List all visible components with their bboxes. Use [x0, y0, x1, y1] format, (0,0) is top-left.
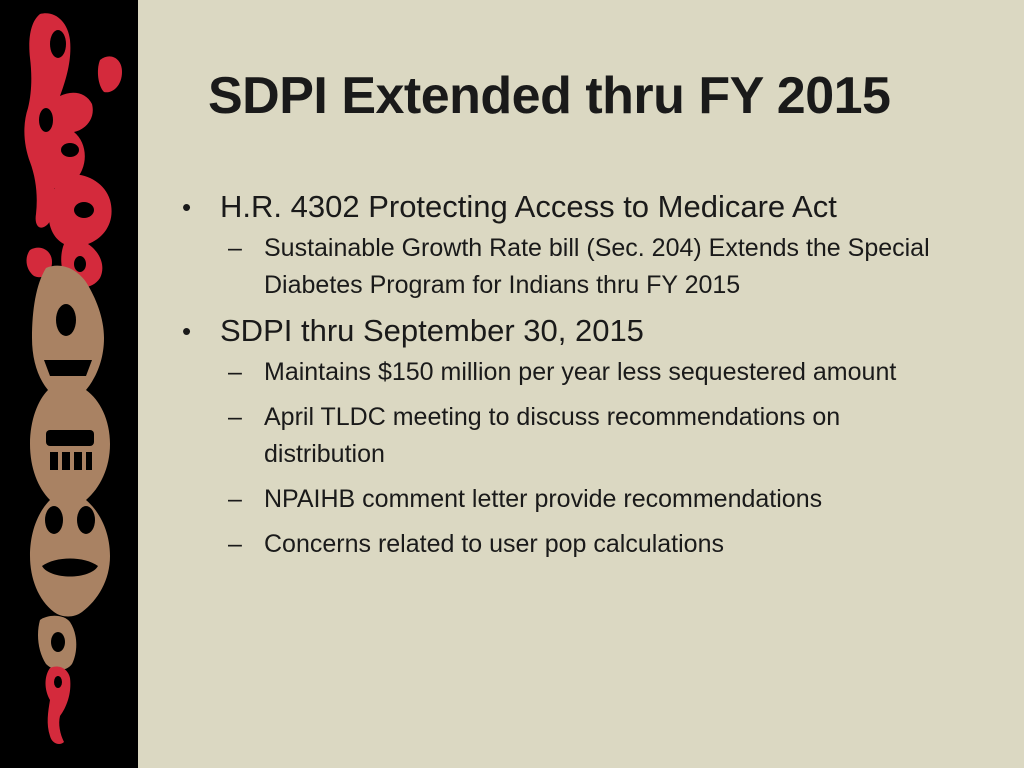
dash-icon: –	[228, 234, 242, 262]
dash-icon: –	[228, 530, 242, 558]
sub-bullet-npaihb-letter	[178, 481, 958, 518]
totem-art-icon	[0, 0, 138, 768]
sub-bullet-text: NPAIHB comment letter provide recommendations	[264, 485, 823, 513]
bullet-text: H.R. 4302 Protecting Access to Medicare Act	[220, 189, 837, 224]
sub-bullet-tldc-meeting	[178, 399, 958, 473]
sub-bullet-text: Concerns related to user pop calculations	[264, 530, 724, 558]
sub-bullet-user-pop	[178, 526, 958, 563]
bullet-text: SDPI thru September 30, 2015	[220, 313, 644, 348]
sub-bullet-sgr-bill	[178, 230, 958, 304]
slide-title: SDPI Extended thru FY 2015	[208, 67, 891, 125]
dash-icon: –	[228, 485, 242, 513]
bullet-dot-icon: •	[182, 192, 192, 222]
bullet-sdpi-thru-sept	[178, 312, 958, 350]
sub-bullet-maintains	[178, 354, 958, 391]
sub-bullet-text: April TLDC meeting to discuss recommendations on distribution	[264, 403, 841, 468]
dash-icon: –	[228, 358, 242, 386]
sub-list-hr4302	[178, 230, 958, 304]
bullet-content	[178, 188, 958, 571]
bullet-dot-icon: •	[182, 316, 192, 346]
sub-list-sdpi	[178, 354, 958, 563]
totem-side-panel	[0, 0, 138, 768]
dash-icon: –	[228, 403, 242, 431]
sub-bullet-text: Sustainable Growth Rate bill (Sec. 204) Extends the Special Diabetes Program for Indians thru FY 2015	[264, 234, 930, 299]
bullet-hr4302	[178, 188, 958, 226]
sub-bullet-text: Maintains $150 million per year less sequestered amount	[264, 358, 897, 386]
